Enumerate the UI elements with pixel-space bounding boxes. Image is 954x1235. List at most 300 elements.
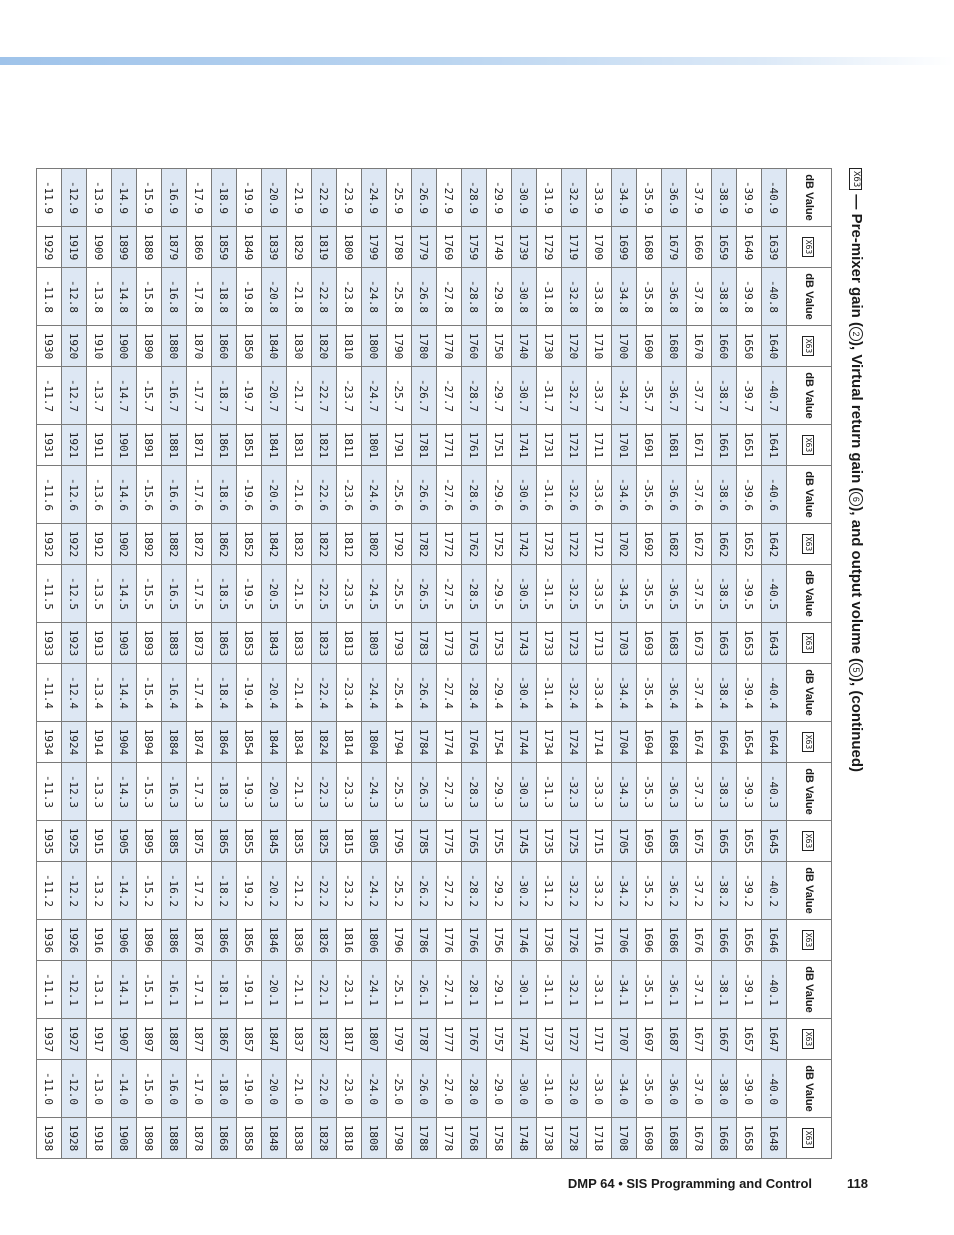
db-value-cell: -14.8: [112, 268, 137, 326]
db-value-cell: -31.8: [537, 268, 562, 326]
x63-code-cell: 1865: [212, 821, 237, 862]
db-value-cell: -29.4: [487, 664, 512, 722]
circle-number-2: 2: [849, 327, 863, 341]
db-value-cell: -25.2: [387, 862, 412, 920]
x63-code-cell: 1919: [62, 227, 87, 268]
db-value-cell: -39.6: [737, 466, 762, 524]
x63-code-cell: 1652: [737, 524, 762, 565]
db-value-cell: -38.9: [712, 169, 737, 227]
x63-code-cell: 1723: [562, 623, 587, 664]
db-value-cell: -33.8: [587, 268, 612, 326]
x63-code-cell: 1927: [62, 1019, 87, 1060]
x63-code-cell: 1826: [312, 920, 337, 961]
x63-code-cell: 1877: [187, 1019, 212, 1060]
x63-code-cell: 1933: [37, 623, 62, 664]
db-value-cell: -27.2: [437, 862, 462, 920]
x63-code-cell: 1903: [112, 623, 137, 664]
db-value-cell: -34.5: [612, 565, 637, 623]
db-value-cell: -12.1: [62, 961, 87, 1019]
x63-code-cell: 1656: [737, 920, 762, 961]
db-value-cell: -15.9: [137, 169, 162, 227]
x63-header-symbol: X63: [803, 930, 815, 950]
db-value-cell: -16.1: [162, 961, 187, 1019]
x63-code-cell: 1753: [487, 623, 512, 664]
db-value-cell: -38.2: [712, 862, 737, 920]
db-value-cell: -15.0: [137, 1060, 162, 1118]
db-value-cell: -22.3: [312, 763, 337, 821]
x63-code-cell: 1667: [712, 1019, 737, 1060]
x63-code-cell: 1758: [487, 1118, 512, 1159]
x63-code-cell: 1767: [462, 1019, 487, 1060]
x63-code-cell: 1872: [187, 524, 212, 565]
x63-code-cell: 1739: [512, 227, 537, 268]
x63-code-cell: 1807: [362, 1019, 387, 1060]
table-row: [487, 169, 512, 1159]
db-value-cell: -24.5: [362, 565, 387, 623]
db-value-cell: -20.9: [262, 169, 287, 227]
table-row: [712, 169, 737, 1159]
db-value-cell: -16.6: [162, 466, 187, 524]
db-value-cell: -11.1: [37, 961, 62, 1019]
db-value-cell: -28.6: [462, 466, 487, 524]
db-value-cell: -33.6: [587, 466, 612, 524]
db-value-cell: -18.5: [212, 565, 237, 623]
x63-code-cell: 1916: [87, 920, 112, 961]
x63-code-cell: 1845: [262, 821, 287, 862]
x63-code-cell: 1855: [237, 821, 262, 862]
x63-code-cell: 1893: [137, 623, 162, 664]
db-value-cell: -21.4: [287, 664, 312, 722]
x63-code-cell: 1931: [37, 425, 62, 466]
table-row: [87, 169, 112, 1159]
x63-code-cell: 1888: [162, 1118, 187, 1159]
db-value-cell: -16.9: [162, 169, 187, 227]
x63-code-cell: 1697: [637, 1019, 662, 1060]
x63-code-cell: 1815: [337, 821, 362, 862]
x63-code-cell: 1938: [37, 1118, 62, 1159]
x63-code-cell: 1654: [737, 722, 762, 763]
db-value-cell: -23.8: [337, 268, 362, 326]
db-value-cell: -23.9: [337, 169, 362, 227]
caption-text-3: ), and output volume (: [848, 506, 865, 664]
db-value-cell: -29.0: [487, 1060, 512, 1118]
db-value-cell: -35.6: [637, 466, 662, 524]
db-value-cell: -34.3: [612, 763, 637, 821]
circle-number-5: 5: [849, 663, 863, 677]
x63-code-cell: 1911: [87, 425, 112, 466]
x63-code-cell: 1937: [37, 1019, 62, 1060]
x63-code-cell: 1687: [662, 1019, 687, 1060]
db-value-cell: -30.6: [512, 466, 537, 524]
db-value-cell: -29.6: [487, 466, 512, 524]
db-value-cell: -30.9: [512, 169, 537, 227]
x63-code-cell: 1771: [437, 425, 462, 466]
x63-code-cell: 1925: [62, 821, 87, 862]
db-value-cell: -26.3: [412, 763, 437, 821]
x63-code-cell: 1774: [437, 722, 462, 763]
x63-code-cell: 1898: [137, 1118, 162, 1159]
x63-code-cell: 1839: [262, 227, 287, 268]
x63-code-cell: 1834: [287, 722, 312, 763]
x63-code-cell: 1793: [387, 623, 412, 664]
db-value-cell: -18.0: [212, 1060, 237, 1118]
db-value-cell: -24.8: [362, 268, 387, 326]
x63-code-cell: 1936: [37, 920, 62, 961]
x63-code-cell: 1690: [637, 326, 662, 367]
db-value-cell: -27.8: [437, 268, 462, 326]
db-value-cell: -27.5: [437, 565, 462, 623]
header-x63: [787, 227, 832, 268]
x63-code-cell: 1867: [212, 1019, 237, 1060]
header-db-value: dB Value: [787, 961, 832, 1019]
x63-code-cell: 1878: [187, 1118, 212, 1159]
x63-code-cell: 1750: [487, 326, 512, 367]
x63-code-cell: 1828: [312, 1118, 337, 1159]
db-value-cell: -26.8: [412, 268, 437, 326]
x63-code-cell: 1676: [687, 920, 712, 961]
x63-code-cell: 1741: [512, 425, 537, 466]
x63-code-cell: 1876: [187, 920, 212, 961]
x63-code-cell: 1718: [587, 1118, 612, 1159]
x63-header-symbol: X63: [803, 732, 815, 752]
db-value-cell: -19.8: [237, 268, 262, 326]
db-value-cell: -11.9: [37, 169, 62, 227]
db-value-cell: -26.6: [412, 466, 437, 524]
x63-header-symbol: X63: [803, 435, 815, 455]
db-value-cell: -20.1: [262, 961, 287, 1019]
x63-code-cell: 1691: [637, 425, 662, 466]
db-value-cell: -37.1: [687, 961, 712, 1019]
db-value-cell: -39.9: [737, 169, 762, 227]
x63-code-cell: 1776: [437, 920, 462, 961]
x63-code-cell: 1830: [287, 326, 312, 367]
db-value-cell: -32.6: [562, 466, 587, 524]
db-value-cell: -17.1: [187, 961, 212, 1019]
x63-code-cell: 1889: [137, 227, 162, 268]
x63-code-cell: 1900: [112, 326, 137, 367]
x63-code-cell: 1871: [187, 425, 212, 466]
table-row: [62, 169, 87, 1159]
header-x63: [787, 821, 832, 862]
db-value-cell: -26.9: [412, 169, 437, 227]
db-value-cell: -11.8: [37, 268, 62, 326]
x63-code-cell: 1851: [237, 425, 262, 466]
x63-code-cell: 1899: [112, 227, 137, 268]
db-value-cell: -34.8: [612, 268, 637, 326]
header-db-value: dB Value: [787, 763, 832, 821]
x63-code-cell: 1728: [562, 1118, 587, 1159]
x63-code-cell: 1686: [662, 920, 687, 961]
x63-code-cell: 1783: [412, 623, 437, 664]
db-value-cell: -13.8: [87, 268, 112, 326]
db-value-cell: -40.9: [762, 169, 787, 227]
db-value-cell: -18.1: [212, 961, 237, 1019]
x63-code-cell: 1659: [712, 227, 737, 268]
db-value-cell: -17.9: [187, 169, 212, 227]
db-value-cell: -16.4: [162, 664, 187, 722]
x63-code-cell: 1662: [712, 524, 737, 565]
x63-code-cell: 1680: [662, 326, 687, 367]
db-value-cell: -16.0: [162, 1060, 187, 1118]
db-value-cell: -27.7: [437, 367, 462, 425]
x63-code-cell: 1729: [537, 227, 562, 268]
x63-code-cell: 1791: [387, 425, 412, 466]
header-x63: [787, 722, 832, 763]
x63-code-cell: 1763: [462, 623, 487, 664]
table-row: [762, 169, 787, 1159]
x63-code-cell: 1803: [362, 623, 387, 664]
x63-code-cell: 1795: [387, 821, 412, 862]
x63-code-cell: 1848: [262, 1118, 287, 1159]
x63-code-cell: 1707: [612, 1019, 637, 1060]
x63-code-cell: 1699: [612, 227, 637, 268]
x63-code-cell: 1890: [137, 326, 162, 367]
table-row: [37, 169, 62, 1159]
x63-header-symbol: X63: [803, 1029, 815, 1049]
db-value-cell: -21.7: [287, 367, 312, 425]
header-db-value: dB Value: [787, 268, 832, 326]
db-value-cell: -40.2: [762, 862, 787, 920]
x63-code-cell: 1819: [312, 227, 337, 268]
x63-code-cell: 1648: [762, 1118, 787, 1159]
db-value-cell: -18.2: [212, 862, 237, 920]
table-row: [637, 169, 662, 1159]
x63-code-cell: 1701: [612, 425, 637, 466]
x63-header-symbol: X63: [803, 633, 815, 653]
x63-code-cell: 1796: [387, 920, 412, 961]
x63-code-cell: 1766: [462, 920, 487, 961]
db-value-cell: -38.7: [712, 367, 737, 425]
x63-code-cell: 1668: [712, 1118, 737, 1159]
db-value-cell: -31.3: [537, 763, 562, 821]
db-value-cell: -11.0: [37, 1060, 62, 1118]
x63-code-cell: 1820: [312, 326, 337, 367]
x63-code-cell: 1746: [512, 920, 537, 961]
db-value-cell: -20.2: [262, 862, 287, 920]
db-value-cell: -27.3: [437, 763, 462, 821]
x63-code-cell: 1822: [312, 524, 337, 565]
db-value-cell: -26.4: [412, 664, 437, 722]
db-value-cell: -12.4: [62, 664, 87, 722]
db-value-cell: -35.5: [637, 565, 662, 623]
db-value-cell: -37.9: [687, 169, 712, 227]
table-header-row: [787, 169, 832, 1159]
x63-code-cell: 1733: [537, 623, 562, 664]
db-value-cell: -12.5: [62, 565, 87, 623]
db-value-cell: -12.2: [62, 862, 87, 920]
x63-header-symbol: X63: [803, 237, 815, 257]
db-value-cell: -36.9: [662, 169, 687, 227]
x63-code-cell: 1789: [387, 227, 412, 268]
x63-code-cell: 1833: [287, 623, 312, 664]
x63-code-cell: 1823: [312, 623, 337, 664]
x63-code-cell: 1665: [712, 821, 737, 862]
x63-code-cell: 1818: [337, 1118, 362, 1159]
db-value-cell: -29.5: [487, 565, 512, 623]
x63-code-cell: 1856: [237, 920, 262, 961]
db-value-cell: -24.9: [362, 169, 387, 227]
page-number: 118: [847, 1176, 868, 1191]
x63-code-cell: 1849: [237, 227, 262, 268]
db-value-cell: -27.9: [437, 169, 462, 227]
db-value-cell: -14.5: [112, 565, 137, 623]
x63-code-cell: 1781: [412, 425, 437, 466]
x63-code-cell: 1769: [437, 227, 462, 268]
x63-code-cell: 1813: [337, 623, 362, 664]
db-value-cell: -31.5: [537, 565, 562, 623]
db-value-cell: -33.2: [587, 862, 612, 920]
db-value-cell: -31.7: [537, 367, 562, 425]
x63-code-cell: 1909: [87, 227, 112, 268]
db-value-cell: -22.5: [312, 565, 337, 623]
x63-code-cell: 1670: [687, 326, 712, 367]
x63-header-symbol: X63: [803, 534, 815, 554]
x63-code-cell: 1924: [62, 722, 87, 763]
x63-code-cell: 1773: [437, 623, 462, 664]
db-value-cell: -18.7: [212, 367, 237, 425]
db-value-cell: -36.1: [662, 961, 687, 1019]
x63-header-symbol: X63: [803, 336, 815, 356]
db-value-cell: -24.6: [362, 466, 387, 524]
db-value-cell: -36.8: [662, 268, 687, 326]
db-value-cell: -20.4: [262, 664, 287, 722]
db-value-cell: -36.2: [662, 862, 687, 920]
db-value-cell: -12.0: [62, 1060, 87, 1118]
x63-code-cell: 1802: [362, 524, 387, 565]
db-value-cell: -24.7: [362, 367, 387, 425]
db-value-cell: -20.3: [262, 763, 287, 821]
x63-code-cell: 1934: [37, 722, 62, 763]
x63-code-cell: 1869: [187, 227, 212, 268]
table-row: [687, 169, 712, 1159]
x63-code-cell: 1748: [512, 1118, 537, 1159]
db-value-cell: -40.7: [762, 367, 787, 425]
db-value-cell: -36.3: [662, 763, 687, 821]
db-value-cell: -15.1: [137, 961, 162, 1019]
db-value-cell: -33.7: [587, 367, 612, 425]
x63-code-cell: 1777: [437, 1019, 462, 1060]
x63-code-cell: 1892: [137, 524, 162, 565]
x63-code-cell: 1726: [562, 920, 587, 961]
db-value-cell: -32.5: [562, 565, 587, 623]
db-value-cell: -13.2: [87, 862, 112, 920]
db-value-cell: -19.0: [237, 1060, 262, 1118]
x63-code-cell: 1682: [662, 524, 687, 565]
db-value-cell: -40.0: [762, 1060, 787, 1118]
x63-code-cell: 1825: [312, 821, 337, 862]
x63-code-cell: 1874: [187, 722, 212, 763]
x63-code-cell: 1896: [137, 920, 162, 961]
x63-code-cell: 1809: [337, 227, 362, 268]
db-value-cell: -25.4: [387, 664, 412, 722]
x63-code-cell: 1798: [387, 1118, 412, 1159]
x63-code-cell: 1695: [637, 821, 662, 862]
db-value-cell: -14.7: [112, 367, 137, 425]
x63-code-cell: 1814: [337, 722, 362, 763]
x63-code-cell: 1730: [537, 326, 562, 367]
db-value-cell: -40.4: [762, 664, 787, 722]
caption-text-4: ), (continued): [848, 677, 865, 773]
x63-code-cell: 1653: [737, 623, 762, 664]
x63-code-cell: 1720: [562, 326, 587, 367]
x63-code-cell: 1831: [287, 425, 312, 466]
db-value-cell: -32.9: [562, 169, 587, 227]
table-caption: [842, 168, 870, 1143]
x63-code-cell: 1725: [562, 821, 587, 862]
x63-code-cell: 1875: [187, 821, 212, 862]
x63-code-cell: 1905: [112, 821, 137, 862]
db-value-cell: -17.0: [187, 1060, 212, 1118]
db-value-cell: -23.5: [337, 565, 362, 623]
x63-code-cell: 1895: [137, 821, 162, 862]
table-row: [287, 169, 312, 1159]
db-value-cell: -30.7: [512, 367, 537, 425]
db-value-cell: -25.5: [387, 565, 412, 623]
db-value-cell: -23.0: [337, 1060, 362, 1118]
x63-code-cell: 1732: [537, 524, 562, 565]
table-row: [112, 169, 137, 1159]
db-value-cell: -32.0: [562, 1060, 587, 1118]
x63-code-cell: 1639: [762, 227, 787, 268]
x63-code-cell: 1784: [412, 722, 437, 763]
db-value-cell: -38.8: [712, 268, 737, 326]
x63-code-cell: 1678: [687, 1118, 712, 1159]
x63-code-cell: 1694: [637, 722, 662, 763]
x63-code-cell: 1832: [287, 524, 312, 565]
db-value-cell: -37.6: [687, 466, 712, 524]
db-value-cell: -11.3: [37, 763, 62, 821]
table-row: [237, 169, 262, 1159]
db-value-cell: -16.5: [162, 565, 187, 623]
x63-code-cell: 1719: [562, 227, 587, 268]
db-value-cell: -37.8: [687, 268, 712, 326]
x63-code-cell: 1755: [487, 821, 512, 862]
db-value-cell: -27.6: [437, 466, 462, 524]
db-value-cell: -28.2: [462, 862, 487, 920]
db-value-cell: -24.3: [362, 763, 387, 821]
x63-code-cell: 1842: [262, 524, 287, 565]
x63-code-cell: 1780: [412, 326, 437, 367]
x63-code-cell: 1910: [87, 326, 112, 367]
db-value-cell: -35.1: [637, 961, 662, 1019]
x63-code-cell: 1738: [537, 1118, 562, 1159]
db-value-cell: -39.1: [737, 961, 762, 1019]
x63-code-cell: 1688: [662, 1118, 687, 1159]
x63-code-cell: 1693: [637, 623, 662, 664]
x63-code-cell: 1882: [162, 524, 187, 565]
x63-code-cell: 1646: [762, 920, 787, 961]
table-row: [612, 169, 637, 1159]
db-value-cell: -14.9: [112, 169, 137, 227]
db-value-cell: -30.2: [512, 862, 537, 920]
db-value-cell: -11.5: [37, 565, 62, 623]
x63-code-cell: 1850: [237, 326, 262, 367]
x63-code-cell: 1917: [87, 1019, 112, 1060]
db-value-cell: -11.6: [37, 466, 62, 524]
x63-code-cell: 1651: [737, 425, 762, 466]
db-value-cell: -31.6: [537, 466, 562, 524]
db-value-cell: -21.0: [287, 1060, 312, 1118]
x63-code-cell: 1709: [587, 227, 612, 268]
db-value-cell: -20.7: [262, 367, 287, 425]
db-value-cell: -22.0: [312, 1060, 337, 1118]
x63-code-cell: 1846: [262, 920, 287, 961]
x63-code-cell: 1704: [612, 722, 637, 763]
x63-code-cell: 1897: [137, 1019, 162, 1060]
x63-code-cell: 1727: [562, 1019, 587, 1060]
header-x63: [787, 1118, 832, 1159]
x63-code-cell: 1837: [287, 1019, 312, 1060]
